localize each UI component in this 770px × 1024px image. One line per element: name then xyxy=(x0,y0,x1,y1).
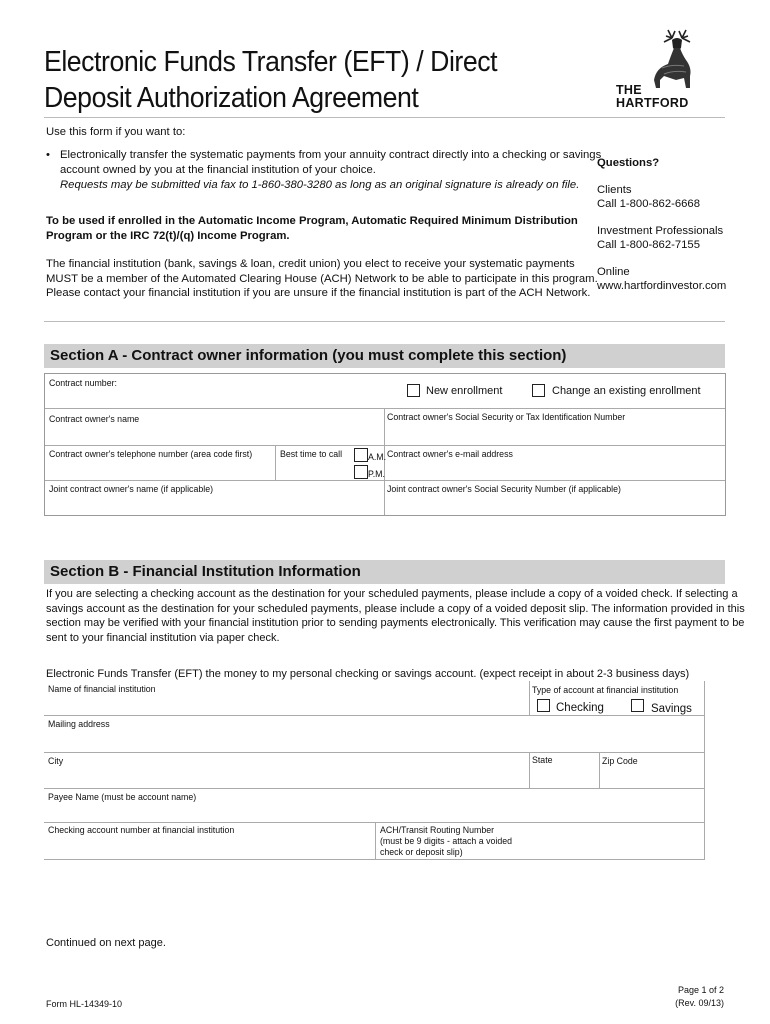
owner-ssn-label: Contract owner's Social Security or Tax Identification Number xyxy=(387,412,626,422)
pm-label: P.M. xyxy=(368,469,385,479)
section-b-form xyxy=(44,681,705,860)
ach-line-3: Please contact your financial institution if you are unsure if the financial institution is part of the ACH Network. xyxy=(46,287,591,299)
checking-label: Checking xyxy=(556,702,604,714)
section-b-title: Section B - Financial Institution Information xyxy=(50,563,361,580)
bullet-fax-note: Requests may be submitted via fax to 1-860-380-3280 as long as an original signature is already on file. xyxy=(60,179,580,191)
title-line-2: Deposit Authorization Agreement xyxy=(44,82,419,114)
best-time-label: Best time to call xyxy=(280,449,343,459)
checking-checkbox[interactable] xyxy=(537,699,550,712)
owner-email-label: Contract owner's e-mail address xyxy=(387,449,513,459)
fi-name-label: Name of financial institution xyxy=(48,684,156,694)
contract-number-field[interactable] xyxy=(49,388,399,406)
account-type-label: Type of account at financial institution xyxy=(532,685,679,695)
clients-phone: Call 1-800-862-6668 xyxy=(597,198,700,210)
eft-statement: Electronic Funds Transfer (EFT) the money to my personal checking or savings account. (expect receipt in about 2-3 business days) xyxy=(46,668,690,680)
program-note-line-1: To be used if enrolled in the Automatic Income Program, Automatic Required Minimum Distribution xyxy=(46,215,578,227)
state-label: State xyxy=(532,755,553,765)
owner-name-field[interactable] xyxy=(49,424,379,442)
payee-field[interactable] xyxy=(48,803,698,821)
contract-number-label: Contract number: xyxy=(49,378,117,388)
pros-label: Investment Professionals xyxy=(597,224,724,237)
section-b-description xyxy=(46,587,745,645)
zip-field[interactable] xyxy=(602,767,700,785)
title-line-1: Electronic Funds Transfer (EFT) / Direct xyxy=(44,46,498,78)
pros-phone: Call 1-800-862-7155 xyxy=(597,239,700,251)
ach-line-1: The financial institution (bank, savings & loan, credit union) you elect to receive your systematic payments xyxy=(46,258,575,270)
zip-label: Zip Code xyxy=(602,756,638,766)
bullet-line-2: account owned by you at the financial institution of your choice. xyxy=(60,164,376,176)
account-number-label: Checking account number at financial institution xyxy=(48,825,235,835)
clients-label: Clients xyxy=(597,183,632,196)
change-enrollment-label: Change an existing enrollment xyxy=(552,385,701,397)
section-b-desc-line-2: savings account as the destination for your scheduled payments, please include a copy of a voided deposit slip. The information provided in this xyxy=(46,602,745,615)
owner-name-label: Contract owner's name xyxy=(49,414,140,424)
joint-ssn-label: Joint contract owner's Social Security Number (if applicable) xyxy=(387,484,621,494)
section-b-desc-line-3: section may be verified with your financial institution prior to sending payments electronically. This verification may cause the first payment to be xyxy=(46,617,745,629)
routing-label-line-3: check or deposit slip) xyxy=(380,847,463,857)
intro-divider xyxy=(44,321,725,322)
savings-checkbox[interactable] xyxy=(631,699,644,712)
fi-name-field[interactable] xyxy=(48,695,518,713)
city-field[interactable] xyxy=(48,767,523,785)
ach-note xyxy=(46,257,598,301)
bullet-icon: • xyxy=(46,149,50,161)
section-a-title: Section A - Contract owner information (you must complete this section) xyxy=(50,347,567,364)
stag-icon xyxy=(642,28,722,90)
bullet-line-1: Electronically transfer the systematic payments from your annuity contract directly into a checking or savings xyxy=(60,149,602,161)
continued-note: Continued on next page. xyxy=(46,937,166,949)
new-enrollment-label: New enrollment xyxy=(426,385,503,397)
change-enrollment-checkbox[interactable] xyxy=(532,384,545,397)
joint-name-label: Joint contract owner's name (if applicable) xyxy=(49,484,214,494)
program-note-line-2: Program or the IRC 72(t)/(q) Income Program. xyxy=(46,229,290,242)
intro-use-form: Use this form if you want to: xyxy=(46,126,186,138)
revision-date: (Rev. 09/13) xyxy=(675,998,724,1008)
hartford-logo xyxy=(612,28,702,110)
am-label: A.M. xyxy=(368,452,387,462)
section-b-bar xyxy=(44,560,725,584)
pm-checkbox[interactable] xyxy=(354,465,368,479)
questions-panel xyxy=(597,156,747,294)
online-label: Online xyxy=(597,265,630,278)
joint-name-field[interactable] xyxy=(49,495,379,513)
logo-text-hartford: HARTFORD xyxy=(616,96,689,110)
mailing-address-field[interactable] xyxy=(48,731,698,749)
logo-text-the: THE xyxy=(616,83,642,97)
section-a-form xyxy=(44,373,726,516)
section-a-bar xyxy=(44,344,725,368)
online-url[interactable]: www.hartfordinvestor.com xyxy=(597,280,727,292)
ach-line-2: MUST be a member of the Automated Clearing House (ACH) Network to be able to participate in this program. xyxy=(46,272,598,285)
mailing-address-label: Mailing address xyxy=(48,719,110,729)
owner-phone-label: Contract owner's telephone number (area code first) xyxy=(49,449,253,459)
city-label: City xyxy=(48,756,64,766)
am-checkbox[interactable] xyxy=(354,448,368,462)
routing-number-field[interactable] xyxy=(544,827,699,855)
state-field[interactable] xyxy=(532,767,594,785)
new-enrollment-checkbox[interactable] xyxy=(407,384,420,397)
section-b-desc-line-4: sent to your financial institution via paper check. xyxy=(46,631,280,644)
owner-email-field[interactable] xyxy=(387,460,717,478)
section-b-desc-line-1: If you are selecting a checking account as the destination for your scheduled payments, please include a copy of a voided check. If selecting a xyxy=(46,588,738,600)
routing-label xyxy=(380,825,512,858)
header-divider xyxy=(44,117,725,118)
questions-heading: Questions? xyxy=(597,157,660,169)
owner-ssn-field[interactable] xyxy=(387,424,717,442)
payee-label: Payee Name (must be account name) xyxy=(48,792,197,802)
joint-ssn-field[interactable] xyxy=(387,495,717,513)
account-number-field[interactable] xyxy=(48,837,370,855)
savings-label: Savings xyxy=(651,703,692,715)
form-id: Form HL-14349-10 xyxy=(46,999,123,1009)
program-note xyxy=(46,214,578,243)
routing-label-line-2: (must be 9 digits - attach a voided xyxy=(380,836,513,846)
page-title xyxy=(44,44,497,116)
page-number: Page 1 of 2 xyxy=(677,985,724,995)
routing-label-line-1: ACH/Transit Routing Number xyxy=(380,825,495,835)
owner-phone-field[interactable] xyxy=(49,460,271,478)
